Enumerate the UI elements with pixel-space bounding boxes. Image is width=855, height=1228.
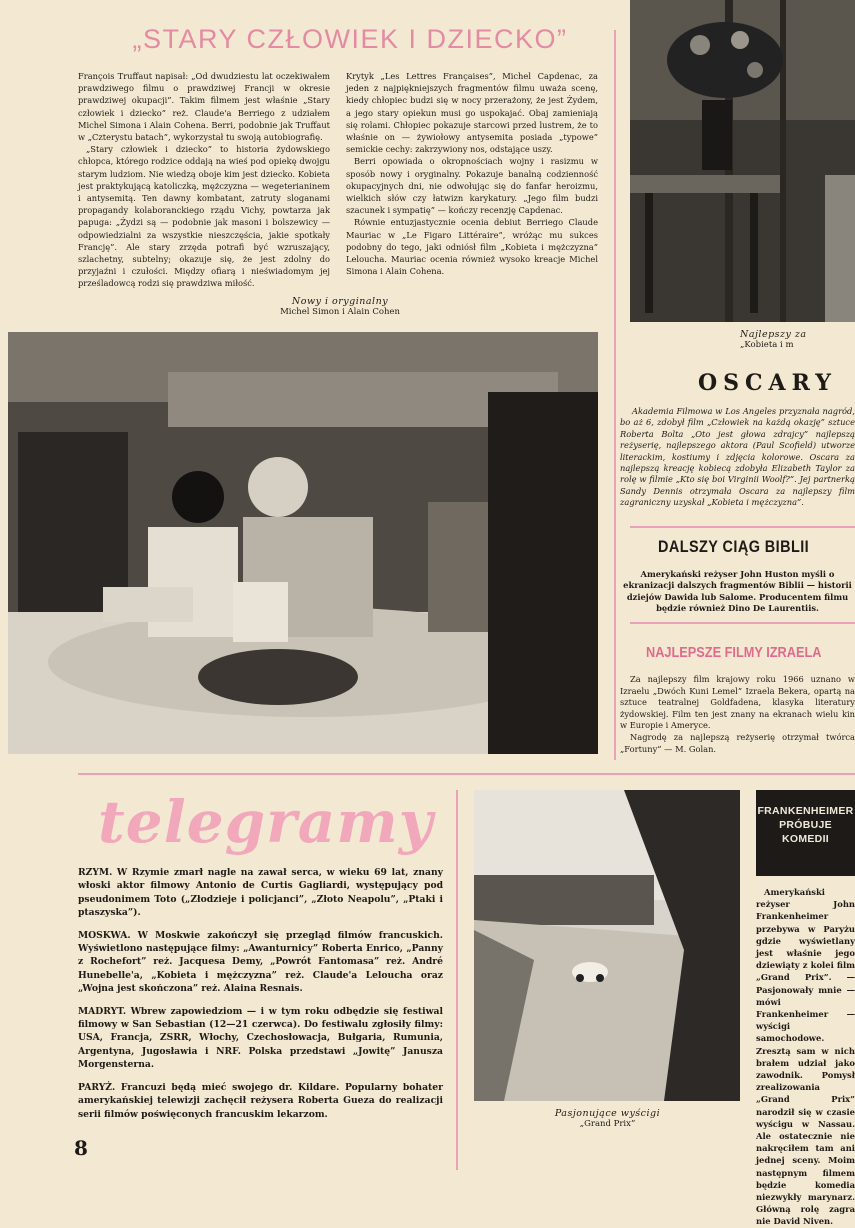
izrael-heading: NAJLEPSZE FILMY IZRAELA [646,644,822,661]
page-number: 8 [74,1136,88,1160]
main-photo-caption [240,296,440,318]
article-paragraph: „Stary człowiek i dziecko” to historia żydowskiego chłopca, którego rodzice oddają na wieś pod opiekę dwojgu starym ludziom. Nie wiedzą oboje kim jest dziecko. Kobieta jest praktykującą katoliczką, mężczyzna — wegeterianinem i antysemitą. Ten dawny kombatant, zatruty sloganami propagandy kolaboranckiego rządu Vichy, powtarza jak papuga: „Żydzi są — podobnie jak masoni i bolszewicy — odpowiedzialni za wszystkie nieszczęścia, jakie spotkały Francję”. Ale stary zrzęda potrafi być wzruszający, szlachetny, subtelny; okazuje się, że jest zdolny do przyjaźni i czułości. Między ofiarą i nieświadomym jej prześladowcą rodzi się prawdziwa miłość. [78,144,330,289]
flowers-photo-art [630,0,855,322]
article-paragraph: Równie entuzjastycznie ocenia debiut Berriego Claude Mauriac w „Le Figaro Littéraire”, wróżąc mu sukces podobny do tego, jaki odniósł film „Kobieta i mężczyzna” Leloucha. Mauriac ocenia również wysoko kreacje Michel Simona i Alain Cohena. [346,217,598,277]
izrael-text [620,674,855,758]
article-paragraph: François Truffaut napisał: „Od dwudziestu lat oczekiwałem prawdziwego filmu o prawdziwej Francji w okresie prawdziwej okupacji”. Takim filmem jest właśnie „Stary człowiek i dziecko” reż. Claude'a Berriego z udziałem Michel Simona i Alain Cohena. Berri, podobnie jak Truffaut w „Czterystu batach”, wykorzystał tu swoją autobiografię. [78,71,330,143]
race-caption-title: Pasjonujące wyścigi [554,1108,661,1119]
biblia-heading: DALSZY CIĄG BIBLII [658,537,810,556]
section-divider [78,773,855,775]
frankenheimer-box: FRANKENHEIMER PRÓBUJE KOMEDII [756,790,855,876]
race-photo-art [474,790,740,1101]
oscar-text: Akademia Filmowa w Los Angeles przyznała nagród, bo aż 6, zdobył film „Człowiek na każdą okazję” sztuce Roberta Bolta „Oto jest głowa zdrajcy” najlepszą reżyserię, najlepszego aktora (Paul Scofield) utworze literackim, kostiumy i zdjęcia kolorowe. Oscara za najlepszą kreację kobiecą zdobyła Elizabeth Taylor za rolę w filmie „Kto się boi Virginii Woolf?”. Jej partnerką Sandy Dennis otrzymała Oscara za najlepszy film zagraniczny uzyskał „Kobieta i mężczyzna”. [620,406,855,508]
izrael-paragraph: Nagrodę za najlepszą reżyserię otrzymał twórca „Fortuny” — M. Golan. [620,731,855,754]
biblia-text: Amerykański reżyser John Huston myśli o ekranizacji dalszych fragmentów Biblii — historii dziejów Dawida lub Salome. Producentem filmu będzie również Dino De Laurentiis. [623,569,852,614]
section-rule [630,526,855,528]
column-divider [456,790,458,1170]
sidebar-caption-title: Najlepszy za [740,329,807,340]
frankenheimer-text: Amerykański reżyser John Frankenheimer przebywa w Paryżu gdzie wyświetlany jest właśnie jego dziewiąty z kolei film „Grand Prix”. — Pasjonowały mnie — mówi Frankenheimer — wyścigi samochodowe. Zresztą sam w nich brałem udział jako zawodnik. Pomysł zrealizowania „Grand Prix” narodził się w czasie wyścigu w Nassau. Ale ostatecznie nie nakręciłem tam ani jednej sceny. Moim następnym filmem będzie komedia niezwykły marynarz. Główną rolę zagra nie David Niven. [756,887,855,1227]
telegram-item: RZYM. W Rzymie zmarł nagle na zawał serca, w wieku 69 lat, znany włoski aktor filmowy Antonio de Curtis Gagliardi, występujący pod pseudonimem Toto („Złodzieje i policjanci”, „Złoto Neapolu”, „Ptaki i ptaszyska”). [78,867,443,919]
oscar-heading: OSCARY [698,370,837,396]
telegramy-heading: telegramy [98,788,434,856]
column-divider [614,30,616,760]
telegramy-list [78,866,443,1136]
izrael-paragraph: Za najlepszy film krajowy roku 1966 uznano w Izraelu „Dwóch Kuni Lemel” Izraela Bekera, opartą na sztuce teatralnej Goldfadena, klasyka literatury żydowskiej. Film ten jest znany na ekranach wielu kin w Europie i Ameryce. [620,674,855,731]
main-photo [8,332,598,754]
sidebar-caption-sub: „Kobieta i m [740,340,794,350]
caption-names: Michel Simon i Alain Cohen [280,307,400,317]
main-photo-art [8,332,598,754]
flowers-photo [630,0,855,322]
race-photo [474,790,740,1101]
telegram-item: PARYŻ. Francuzi będą mieć swojego dr. Kildare. Popularny bohater amerykańskiej telewizji zachęcił reżysera Roberta Gueza do realizacji serii filmów poświęconych francuskim lekarzom. [78,1081,443,1120]
article-paragraph: Krytyk „Les Lettres Françaises”, Michel Capdenac, za jeden z najpiękniejszych fragmentów filmu uważa scenę, kiedy chłopiec budzi się w nocy przerażony, że jest Żydem, a jego stary opiekun musi go uspokajać. Obaj zamieniają się rolami. Chłopiec pokazuje starcowi przed lustrem, że to właśnie on — żywiołowy antysemita posiada „typowe” semickie cechy: zakrzywiony nos, odstające uszy. [346,71,598,155]
article-column-1 [78,70,330,288]
sidebar-photo-caption [740,329,855,351]
article-title: „STARY CZŁOWIEK I DZIECKO” [132,24,568,54]
section-rule [630,622,855,624]
race-caption-sub: „Grand Prix” [579,1119,636,1129]
article-paragraph: Berri opowiada o okropnościach wojny i rasizmu w sposób nowy i oryginalny. Pokazuje banalną codzienność okupacyjnych dni, nie odwołując się do fanfar heroizmu, wielkich słów czy łatwizn karykatury. „Jego film budzi szacunek i sympatię” — kończy recenzję Capdenac. [346,156,598,216]
race-photo-caption [520,1108,695,1130]
telegram-item: MADRYT. Wbrew zapowiedziom — i w tym roku odbędzie się festiwal filmowy w San Sebastian (12—21 czerwca). Do festiwalu zgłosiły filmy: USA, Francja, ZSRR, Włochy, Czechosłowacja, Bułgaria, Rumunia, Argentyna, Jugosławia i NRF. Polska przedstawi „Jowitę” Janusza Morgensterna. [78,1005,443,1071]
caption-title: Nowy i oryginalny [291,296,389,307]
telegram-item: MOSKWA. W Moskwie zakończył się przegląd filmów francuskich. Wyświetlono następujące filmy: „Awanturnicy” Roberta Enrico, „Panny z Rochefort” reż. Jacquesa Demy, „Powrót Fantomasa” reż. André Hunebelle'a, „Kobieta i mężczyzna” reż. Claude'a Lelouchа oraz „Wojna jest skończona” reż. Alaina Resnais. [78,929,443,995]
article-column-2 [346,70,598,288]
